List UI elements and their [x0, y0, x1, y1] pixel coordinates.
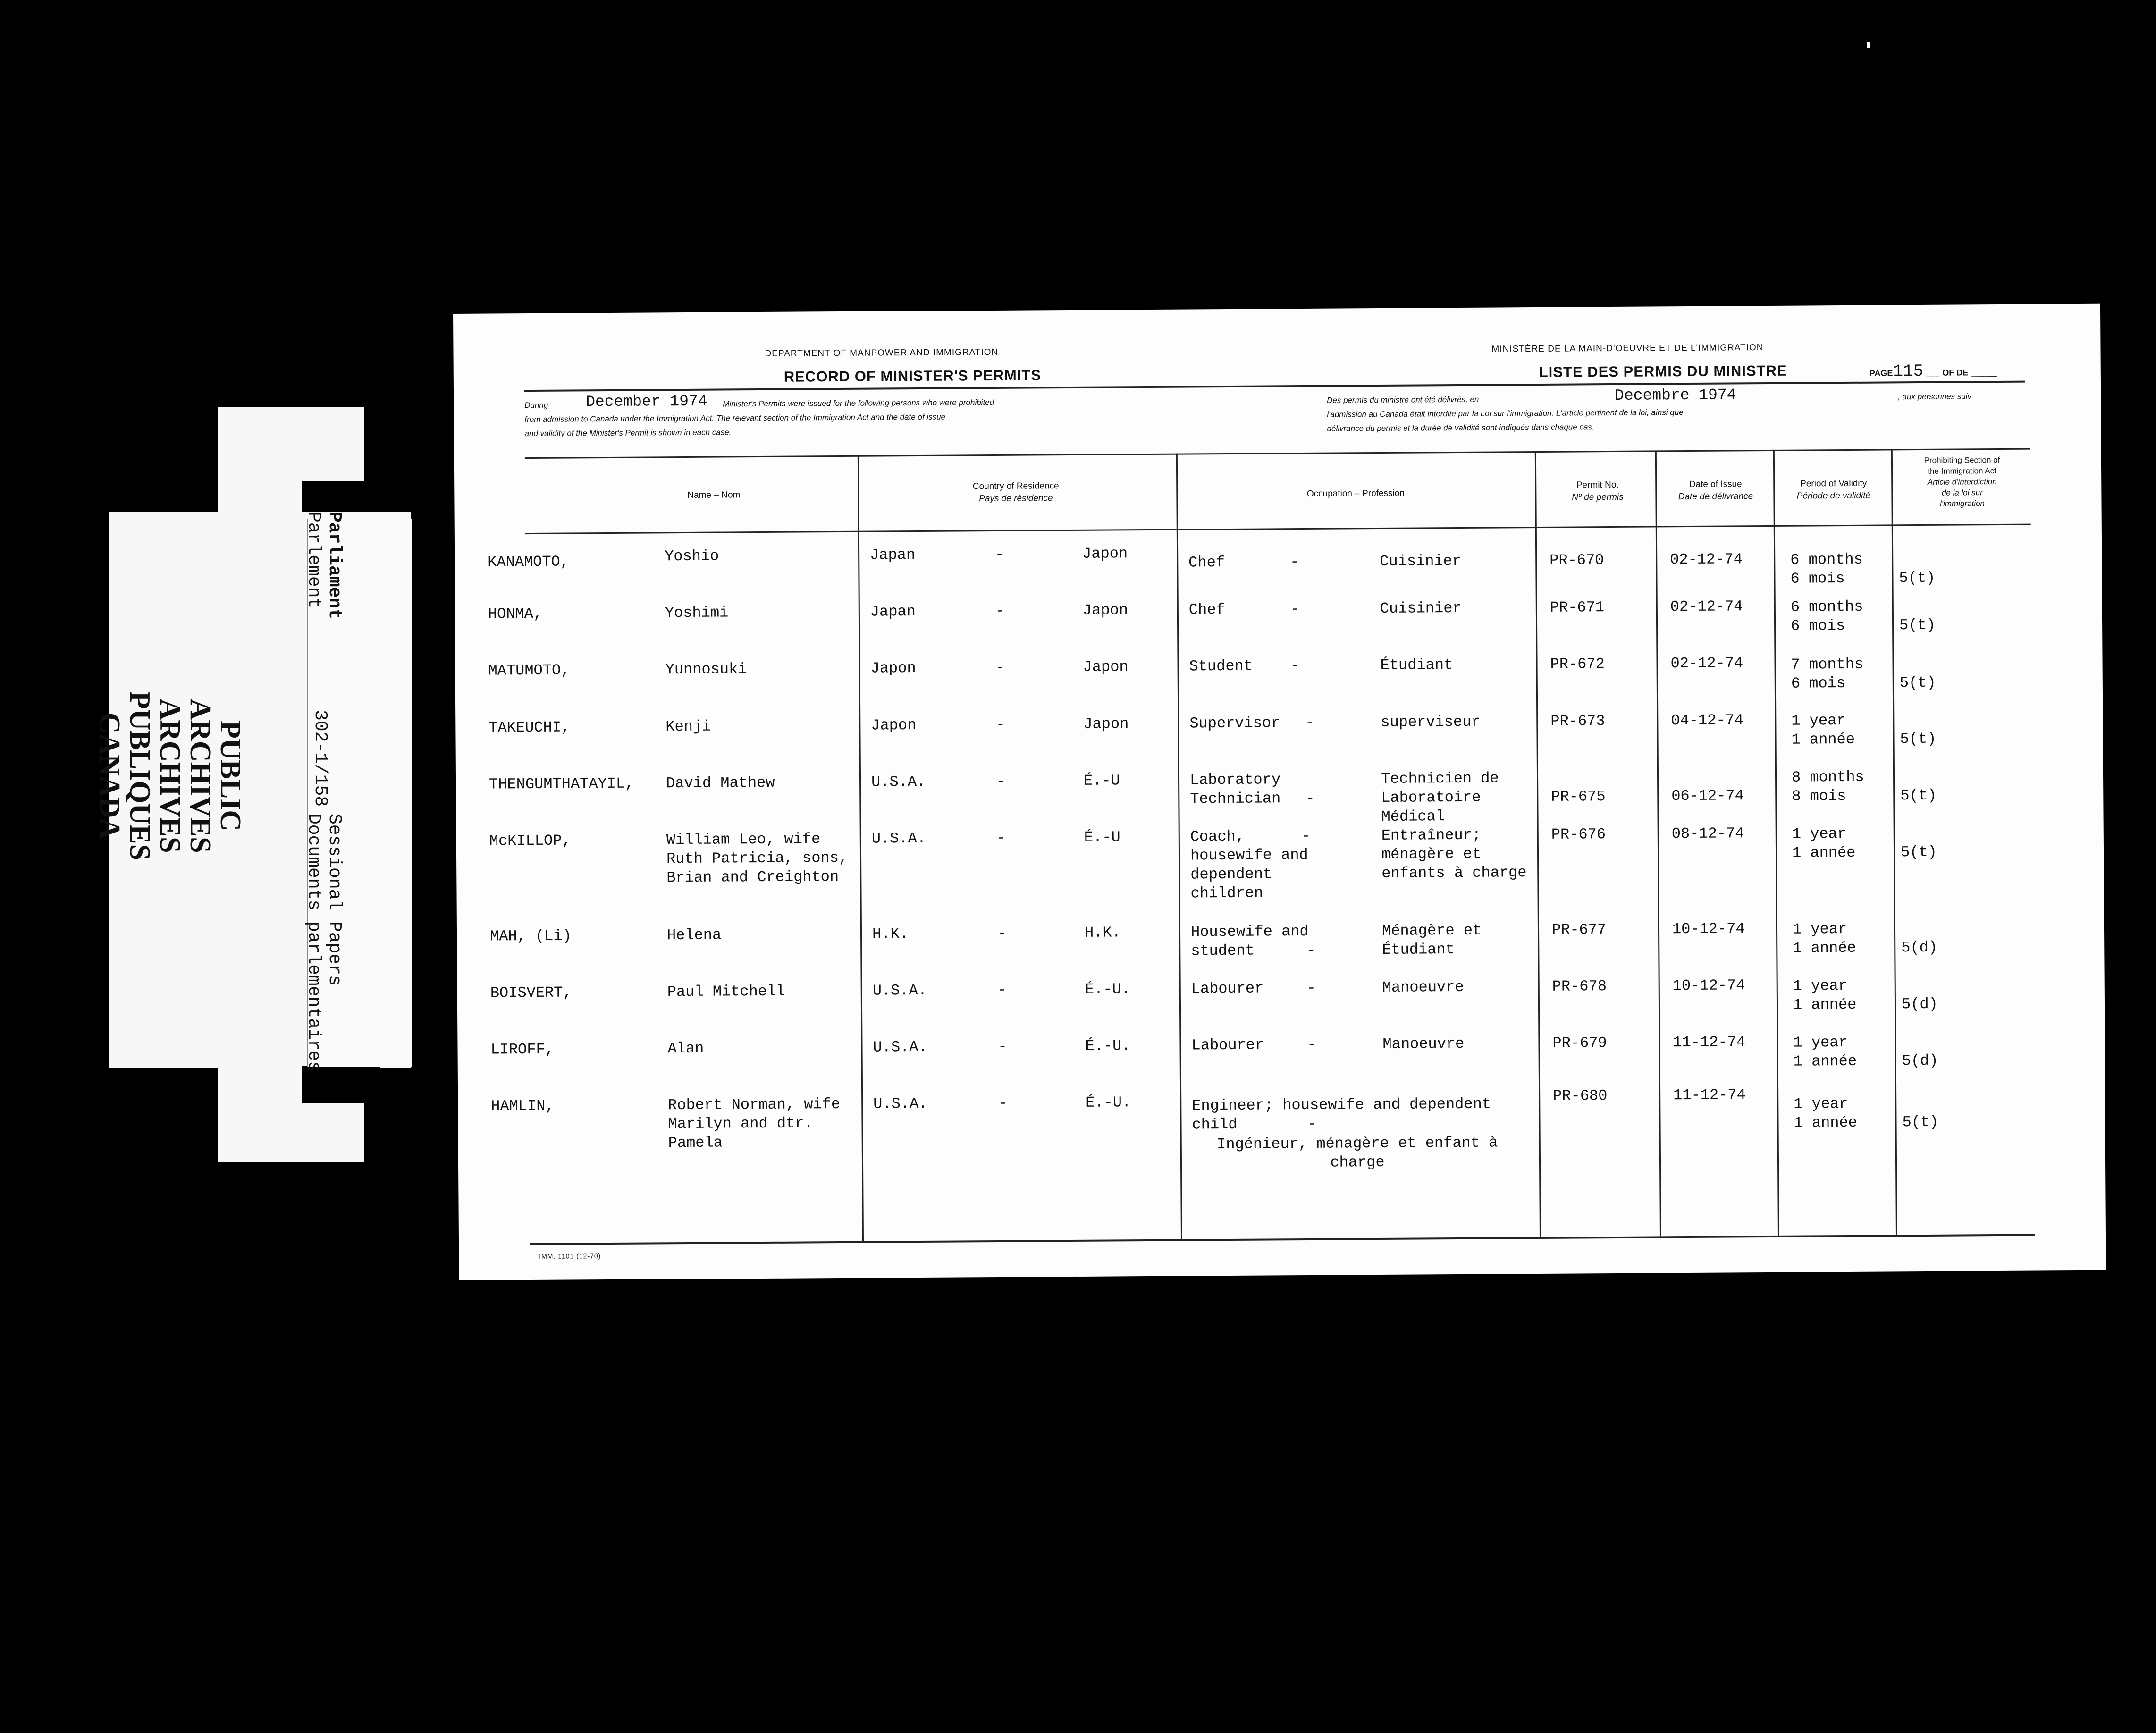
occupation-fr: Technicien de Laboratoire Médical	[1381, 769, 1499, 826]
given-names: Yoshio	[665, 547, 719, 565]
page-indicator	[1870, 361, 1997, 381]
intro-en-1: Minister's Permits were issued for the following persons who were prohibited	[723, 398, 994, 409]
file-code: 302-1/158	[310, 710, 330, 807]
section: 5(d)	[1901, 938, 1938, 957]
period-fr: 6 mois	[1791, 674, 1846, 692]
period-en: 1 year	[1794, 1094, 1848, 1113]
country-fr: É.-U	[1083, 772, 1120, 790]
period-en: 8 months	[1791, 768, 1864, 786]
period-fr: 1 année	[1792, 843, 1856, 862]
permit-number: PR-676	[1551, 825, 1606, 843]
occupation-dash: -	[1306, 941, 1316, 959]
archives-country: CANADA	[93, 712, 126, 840]
given-names: William Leo, wife Ruth Patricia, sons, Brian and Creighton	[666, 830, 848, 887]
col-header-section-fr-2: de la loi sur	[1941, 488, 1983, 497]
country-fr: É.-U.	[1085, 980, 1130, 998]
period-fr: 1 année	[1794, 1113, 1858, 1132]
table-row	[457, 1031, 2105, 1070]
country-fr: Japon	[1082, 601, 1128, 619]
occupation-en: Laboratory Technician	[1189, 771, 1281, 808]
page-label: PAGE	[1869, 368, 1893, 378]
table-bottom-rule	[530, 1234, 2035, 1245]
period-fr: 1 année	[1793, 939, 1856, 957]
permit-number: PR-672	[1550, 655, 1605, 673]
given-names: Paul Mitchell	[667, 982, 785, 1001]
col-header-date-en: Date of Issue	[1689, 479, 1742, 490]
date-of-issue: 11-12-74	[1673, 1033, 1746, 1052]
month-en: December 1974	[586, 392, 707, 411]
form-title-en: RECORD OF MINISTER'S PERMITS	[783, 367, 1042, 385]
country: Japan	[870, 603, 916, 621]
surname: HONMA,	[488, 605, 543, 623]
form-code: IMM. 1101 (12-70)	[539, 1252, 601, 1260]
period-en: 1 year	[1792, 920, 1847, 938]
period-en: 1 year	[1793, 976, 1848, 995]
section: 5(t)	[1900, 843, 1937, 861]
given-names: Yoshimi	[665, 604, 729, 622]
country-dash: -	[997, 981, 1007, 999]
month-fr: Decembre 1974	[1614, 386, 1736, 404]
table-row	[455, 595, 2102, 635]
col-divider-1	[858, 455, 864, 1241]
archive-tab-label	[93, 512, 363, 1125]
col-header-period-en: Period of Validity	[1800, 478, 1867, 489]
col-header-occupation: Occupation – Profession	[1306, 488, 1405, 499]
occupation-dash: -	[1290, 600, 1300, 618]
occupation-fr: superviseur	[1381, 713, 1481, 732]
of-label: OF DE	[1942, 368, 1969, 378]
surname: McKILLOP,	[489, 832, 571, 850]
date-of-issue: 11-12-74	[1673, 1086, 1746, 1104]
sessional-en: Sessional Papers	[324, 814, 345, 986]
country-fr: É.-U.	[1085, 1037, 1131, 1055]
country-fr: É.-U	[1084, 828, 1120, 846]
col-divider-2	[1176, 454, 1182, 1239]
table-header-rule	[525, 524, 2031, 534]
header-rule	[524, 381, 2025, 392]
occupation-fr: Cuisinier	[1380, 552, 1462, 571]
date-of-issue: 10-12-74	[1672, 920, 1745, 938]
period-fr: 8 mois	[1792, 787, 1846, 805]
intro-fr-1: Des permis du ministre ont été délivrés, en	[1327, 395, 1479, 405]
period-fr: 6 mois	[1790, 616, 1845, 635]
date-of-issue: 02-12-74	[1670, 597, 1743, 616]
col-header-section-fr-3: l'immigration	[1940, 499, 1985, 508]
permit-number: PR-671	[1550, 598, 1605, 616]
country-dash: -	[995, 602, 1005, 620]
parliament-en: Parliament	[324, 512, 345, 620]
permit-number: PR-678	[1552, 977, 1607, 995]
occupation-en: Student	[1189, 657, 1253, 675]
section: 5(t)	[1899, 616, 1936, 634]
country: H.K.	[872, 925, 909, 943]
intro-en-3: and validity of the Minister's Permit is shown in each case.	[524, 428, 732, 438]
section: 5(t)	[1899, 673, 1936, 692]
period-en: 6 months	[1790, 597, 1863, 616]
country: Japan	[870, 546, 916, 564]
table-row	[457, 974, 2105, 1014]
date-of-issue: 02-12-74	[1670, 550, 1743, 569]
occupation-en: Labourer	[1191, 979, 1264, 998]
given-names: Yunnosuki	[665, 660, 747, 679]
col-divider-6	[1891, 449, 1897, 1235]
page-blank-1: __	[1923, 365, 1943, 379]
section: 5(d)	[1901, 995, 1938, 1013]
col-header-period-fr: Période de validité	[1796, 490, 1871, 501]
col-header-section-en-1: Prohibiting Section of	[1924, 455, 2000, 465]
surname: MATUMOTO,	[488, 661, 570, 680]
table-row	[455, 652, 2103, 692]
department-en: DEPARTMENT OF MANPOWER AND IMMIGRATION	[765, 347, 999, 359]
section: 5(t)	[1900, 730, 1937, 748]
occupation-en: Housewife and student	[1190, 922, 1309, 960]
scan-speck	[1867, 42, 1870, 48]
country-fr: H.K.	[1084, 924, 1121, 942]
country-dash: -	[996, 829, 1006, 847]
parliament-fr: Parlement	[303, 512, 324, 609]
table-row	[457, 917, 2104, 960]
occupation-dash: -	[1306, 979, 1316, 997]
table-row	[455, 709, 2103, 749]
permit-number: PR-677	[1551, 921, 1607, 939]
surname: KANAMOTO,	[488, 553, 570, 571]
given-names: Alan	[667, 1039, 704, 1058]
permit-form	[453, 304, 2106, 1280]
col-header-country-en: Country of Residence	[972, 481, 1059, 492]
date-of-issue: 04-12-74	[1671, 711, 1744, 730]
intro-fr-3: délivrance du permis et la durée de validité sont indiqués dans chaque cas.	[1327, 422, 1594, 433]
occupation-dash: -	[1305, 714, 1314, 732]
period-en: 1 year	[1791, 711, 1846, 730]
surname: LIROFF,	[490, 1040, 555, 1059]
country-fr: Japon	[1082, 545, 1128, 563]
surname: TAKEUCHI,	[488, 718, 571, 737]
col-header-permit-en: Permit No.	[1576, 480, 1619, 490]
country-fr: Japon	[1083, 715, 1129, 733]
col-header-permit	[1540, 479, 1655, 504]
col-header-country	[926, 480, 1105, 505]
table-row	[456, 766, 2103, 826]
occupation-fr: Manoeuvre	[1382, 978, 1464, 996]
table-top-rule	[525, 448, 2030, 459]
date-of-issue: 06-12-74	[1671, 787, 1744, 805]
col-divider-4	[1655, 450, 1661, 1236]
col-divider-5	[1773, 450, 1779, 1236]
col-header-section-en-2: the Immigration Act	[1928, 466, 1996, 476]
occupation-fr: Étudiant	[1380, 656, 1453, 674]
country: Japon	[871, 716, 917, 734]
col-header-section	[1894, 454, 2031, 510]
country-dash: -	[995, 658, 1005, 676]
period-fr: 1 année	[1793, 995, 1857, 1014]
parliament-label	[302, 512, 345, 619]
sessional-fr: Documents parlementaires	[303, 814, 324, 1072]
period-en: 6 months	[1790, 550, 1863, 569]
occupation-fr: Ménagère et Étudiant	[1381, 921, 1482, 959]
given-names: David Mathew	[665, 774, 775, 792]
occupation-en: Labourer	[1191, 1036, 1264, 1054]
country-dash: -	[996, 715, 1005, 733]
country-dash: -	[995, 545, 1004, 563]
col-header-name: Name – Nom	[687, 490, 741, 500]
country: U.S.A.	[871, 829, 926, 848]
country-dash: -	[997, 924, 1007, 942]
archives-en: PUBLIC ARCHIVES	[184, 698, 246, 853]
table-row	[456, 822, 2104, 902]
date-of-issue: 08-12-74	[1671, 824, 1744, 843]
section: 5(t)	[1900, 786, 1937, 805]
period-en: 7 months	[1791, 655, 1864, 673]
country: Japon	[870, 659, 916, 677]
permit-number: PR-679	[1552, 1034, 1607, 1052]
intro-en-2: from admission to Canada under the Immigration Act. The relevant section of the Immigration Act and the date of issue	[524, 412, 946, 424]
col-header-date	[1658, 478, 1773, 503]
occupation-fr: Ingénieur, ménagère et enfant à charge	[1217, 1134, 1498, 1171]
country: U.S.A.	[873, 1094, 928, 1113]
occupation-en: Chef	[1188, 554, 1225, 572]
occupation-dash: -	[1290, 657, 1300, 675]
col-header-country-fr: Pays de résidence	[979, 493, 1053, 504]
section: 5(t)	[1899, 569, 1936, 587]
occupation-dash: -	[1307, 1035, 1316, 1053]
occupation-en: Chef	[1188, 601, 1225, 619]
intro-fr-1b: , aux personnes suiv	[1898, 392, 1972, 402]
table-row	[455, 538, 2102, 588]
intro-fr-2: l'admission au Canada était interdite par la Loi sur l'immigration. L'article pertinent de la loi, ainsi que	[1327, 408, 1684, 419]
col-divider-3	[1535, 451, 1541, 1237]
archives-stamp	[94, 653, 245, 899]
archives-fr: ARCHIVES PUBLIQUES	[124, 691, 186, 861]
country-fr: É.-U.	[1086, 1094, 1131, 1111]
col-header-period	[1776, 477, 1891, 502]
occupation-fr: Cuisinier	[1380, 599, 1462, 618]
given-names: Kenji	[665, 717, 711, 736]
during-label: During	[524, 400, 548, 410]
country: U.S.A.	[871, 773, 926, 791]
country-dash: -	[998, 1094, 1008, 1112]
occupation-en: Coach, housewife and dependent children	[1190, 827, 1308, 902]
permit-number: PR-675	[1551, 788, 1606, 806]
occupation-dash: -	[1305, 789, 1315, 807]
country-dash: -	[996, 772, 1006, 790]
occupation-dash: -	[1290, 553, 1299, 571]
col-header-permit-fr: Nº de permis	[1572, 492, 1624, 503]
permit-number: PR-673	[1550, 712, 1605, 730]
surname: HAMLIN,	[491, 1097, 555, 1115]
surname: MAH, (Li)	[489, 927, 572, 945]
section: 5(t)	[1902, 1113, 1939, 1131]
country: U.S.A.	[873, 1038, 927, 1056]
permit-number: PR-670	[1550, 551, 1604, 569]
occupation-dash: -	[1307, 1115, 1317, 1133]
page-blank-2: ____	[1968, 365, 1997, 379]
sessional-label	[303, 814, 345, 1072]
period-fr: 1 année	[1793, 1052, 1857, 1070]
col-header-date-fr: Date de délivrance	[1678, 491, 1753, 502]
period-fr: 1 année	[1791, 730, 1855, 749]
date-of-issue: 02-12-74	[1670, 654, 1743, 673]
given-names: Helena	[666, 926, 722, 944]
occupation-en: Engineer; housewife and dependent child	[1192, 1095, 1491, 1134]
occupation-en: Supervisor	[1189, 714, 1280, 732]
country-fr: Japon	[1083, 658, 1129, 676]
form-title-fr: LISTE DES PERMIS DU MINISTRE	[1539, 362, 1787, 380]
occupation-fr: Entraîneur; ménagère et enfants à charge	[1381, 826, 1527, 883]
page-number: 115	[1893, 361, 1924, 381]
occupation-fr: Manoeuvre	[1382, 1035, 1465, 1053]
period-en: 1 year	[1793, 1033, 1848, 1052]
surname: THENGUMTHATAYIL,	[488, 774, 634, 793]
permit-number: PR-680	[1553, 1087, 1608, 1105]
surname: BOISVERT,	[490, 984, 572, 1002]
period-fr: 6 mois	[1790, 569, 1845, 588]
country: U.S.A.	[872, 981, 927, 1000]
period-en: 1 year	[1792, 824, 1847, 843]
archive-tab-notch-top	[302, 481, 380, 514]
occupation-dash: -	[1301, 827, 1311, 845]
country-dash: -	[998, 1037, 1007, 1055]
section: 5(d)	[1902, 1052, 1938, 1070]
department-fr: MINISTÈRE DE LA MAIN-D'OEUVRE ET DE L'IMMIGRATION	[1491, 343, 1764, 354]
given-names: Robert Norman, wife Marilyn and dtr. Pamela	[668, 1095, 841, 1152]
date-of-issue: 10-12-74	[1672, 976, 1745, 995]
col-header-section-fr-1: Article d'interdiction	[1927, 477, 1997, 487]
table-row	[458, 1086, 2105, 1171]
